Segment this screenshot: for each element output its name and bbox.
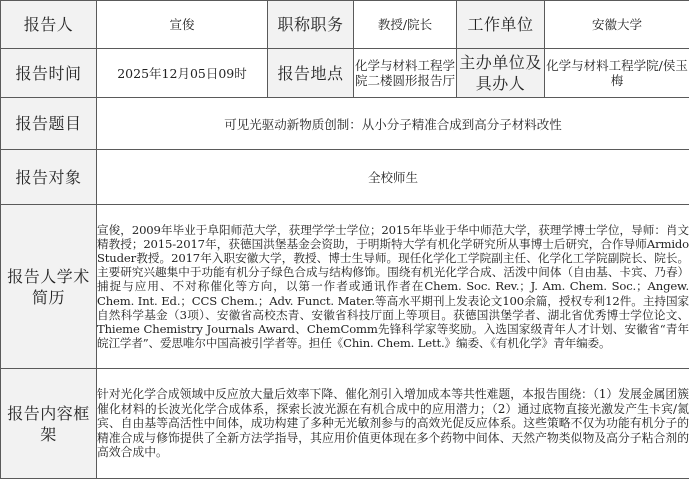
position-label: 职称职务 [268,1,354,49]
time-label: 报告时间 [1,49,97,98]
place-value: 化学与材料工程学院二楼圆形报告厅 [354,49,457,98]
framework-text: 针对光化学合成领域中反应放大量后效率下降、催化剂引入增加成本等共性难题，本报告围绕：（1）发展金属团簇催化材料的长波光化学合成体系，探索长波光源在有机合成中的应用潜力；（2）通过底物直接光激发产生卡宾/氮宾、自由基等高活性中间体，成功构建了多种无光敏剂参与的高效光促反应体系。这些策略不仅为功能有机分子的精准合成与修饰提供了全新方法学指导，其应用价值更体现在多个药物中间体、天然产物类似物及高分子粘合剂的高效合成中。 [97,369,689,479]
table-row [1,98,689,150]
place-label: 报告地点 [268,49,354,98]
table-row [1,1,689,49]
audience-label: 报告对象 [1,150,97,205]
time-value: 2025年12月05日09时 [97,49,268,98]
table-row [1,369,689,479]
topic-label: 报告题目 [1,98,97,150]
audience-value: 全校师生 [97,150,689,205]
reporter-value: 宣俊 [97,1,268,49]
topic-value: 可见光驱动新物质创制：从小分子精准合成到高分子材料改性 [97,98,689,150]
work-unit-label: 工作单位 [457,1,545,49]
host-value: 化学与材料工程学院/侯玉梅 [545,49,689,98]
bio-text: 宣俊，2009年毕业于阜阳师范大学，获理学学士学位；2015年毕业于华中师范大学，获理学博士学位，导师：肖文精教授；2015-2017年，获德国洪堡基金会资助，于明斯特大学有机化学研究所从事博士后研究，合作导师Armido Studer教授。2017年入职安徽大学，教授、博士生导师。现任化学化工学院副主任、化学化工学院副院长、院长。主要研究兴趣集中于功能有机分子绿色合成与结构修饰。围绕有机光化学合成、活泼中间体（自由基、卡宾、乃春）捕捉与应用、不对称催化等方向，以第一作者或通讯作者在Chem. Soc. Rev.；J. Am. Chem. Soc.；Angew. Chem. Int. Ed.；CCS Chem.；Adv. Funct. Mater.等高水平期刊上发表论文100余篇，授权专利12件。主持国家自然科学基金（3项）、安徽省高校杰青、安徽省科技厅面上等项目。获德国洪堡学者、湖北省优秀博士学位论文、Thieme Chemistry Journals Award、ChemComm先锋科学家等奖励。入选国家级青年人才计划、安徽省“青年皖江学者”、爱思唯尔中国高被引学者等。担任《Chin. Chem. Lett.》编委、《有机化学》青年编委。 [97,205,689,369]
work-unit-value: 安徽大学 [545,1,689,49]
position-value: 教授/院长 [354,1,457,49]
host-label: 主办单位及具办人 [457,49,545,98]
table-row [1,205,689,369]
reporter-label: 报告人 [1,1,97,49]
bio-label: 报告人学术简历 [1,205,97,369]
table-row [1,150,689,205]
framework-label: 报告内容框架 [1,369,97,479]
table-row [1,49,689,98]
